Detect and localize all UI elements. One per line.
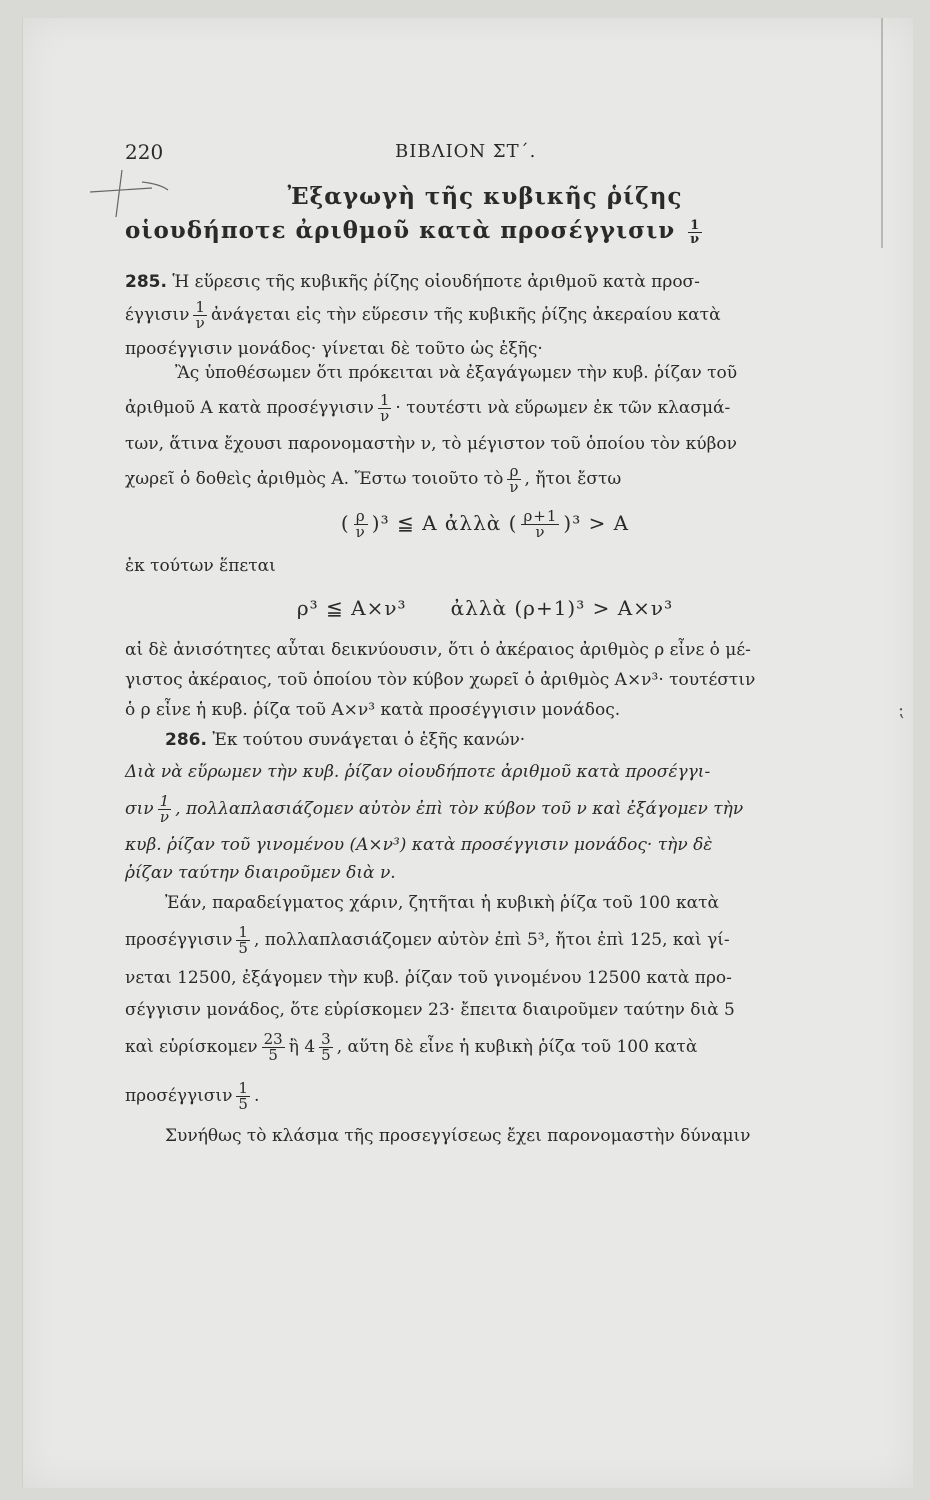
example-line-b [125,925,845,956]
text-285-1a: Ἡ εὕρεσις τῆς κυβικῆς ῥίζης οἱουδήποτε ἀριθμοῦ κατὰ προσ- [172,272,700,292]
title-fraction [688,219,702,246]
paren-close-2: ) [563,511,573,535]
ex-b-post: , πολλαπλασιάζομεν αὐτὸν ἐπὶ 5³, ἤτοι ἐπὶ 125, καὶ γί- [253,930,730,950]
fraction-285-2d [507,464,520,495]
rule-line-a: Διὰ νὰ εὕρωμεν τὴν κυβ. ῥίζαν οἱουδήποτε ἀριθμοῦ κατὰ προσέγγι- [125,762,711,782]
title-line-1: Ἐξαγωγὴ τῆς κυβικῆς ῥίζης [287,183,683,210]
margin-speck: ⁏ [898,700,905,721]
ineq1-fraction-2 [521,509,559,540]
example-line-f [125,1081,845,1112]
para-286-intro [125,728,845,752]
frac-den: ν [535,523,546,541]
paren-close: ) [371,511,381,535]
text-285-2d-pre: χωρεῖ ὁ δοθεὶς ἀριθμὸς Α. Ἔστω τοιοῦτο τὸ [125,469,504,489]
para-285-4a: αἱ δὲ ἀνισότητες αὗται δεικνύουσιν, ὅτι ὁ ἀκέραιος ἀριθμὸς ρ εἶνε ὁ μέ- [125,640,751,660]
title-line-2 [125,214,845,248]
frac-den: 5 [268,1046,278,1064]
rule-fraction [158,794,172,825]
ex-b-pre: προσέγγισιν [125,930,233,950]
title-frac-den: ν [690,231,701,247]
rule-line-b [125,794,845,825]
frac-den: 5 [321,1046,331,1064]
ex-e-pre: καὶ εὑρίσκομεν [125,1037,258,1057]
para-285-2a: Ἂς ὑποθέσωμεν ὅτι πρόκειται νὰ ἐξαγάγωμεν τὴν κυβ. ῥίζαν τοῦ [175,363,738,383]
frac-num: 3 [321,1030,331,1048]
ineq1-end: ³ > Α [572,511,630,535]
text-285-2b-post: · τουτέστι νὰ εὕρωμεν ἐκ τῶν κλασμά- [395,398,731,418]
frac-num: 1 [238,1079,248,1097]
section-title [125,180,845,248]
frac-num: 1 [195,298,205,316]
example-fraction-b [236,925,250,956]
ex-f-pre: προσέγγισιν [125,1086,233,1106]
title-line-2-text: οἱουδήποτε ἀριθμοῦ κατὰ προσέγγισιν [125,217,676,244]
rule-b-post: , πολλαπλασιάζομεν αὐτὸν ἐπὶ τὸν κύβον τοῦ ν καὶ ἐξάγομεν τὴν [175,799,744,819]
example-fraction-e1 [262,1032,285,1063]
page-header [125,140,845,170]
frac-den: ν [509,478,519,496]
paren-open-2: ( [508,511,518,535]
rule-line-d: ῥίζαν ταύτην διαιροῦμεν διὰ ν. [125,863,396,883]
frac-den: 5 [238,1095,248,1113]
para-285-2b [125,393,845,424]
para-285-4c: ὁ ρ εἶνε ἡ κυβ. ῥίζα τοῦ Α×ν³ κατὰ προσέγγισιν μονάδος. [125,700,621,720]
frac-den: ν [380,407,390,425]
ineq1-fraction-1 [354,509,368,540]
frac-den: ν [159,808,169,826]
running-title: ΒΙΒΛΙΟΝ ΣΤ΄. [395,141,537,162]
text-285-1b-post: ἀνάγεται εἰς τὴν εὕρεσιν τῆς κυβικῆς ῥίζης ἀκεραίου κατὰ [210,305,721,325]
para-285-4b: γιστος ἀκέραιος, τοῦ ὁποίου τὸν κύβον χωρεῖ ὁ ἀριθμὸς Α×ν³· τουτέστιν [125,670,756,690]
section-number-286: 286. [165,730,207,750]
example-line-a: Ἐάν, παραδείγματος χάριν, ζητῆται ἡ κυβικὴ ῥίζα τοῦ 100 κατὰ [165,893,719,913]
text-286-intro: Ἐκ τούτου συνάγεται ὁ ἑξῆς κανών· [212,730,526,750]
example-line-e [125,1032,845,1063]
para-285-line-a [125,270,845,294]
frac-num: ρ [507,464,520,480]
page-number: 220 [125,140,164,164]
frac-num: 1 [379,391,390,409]
frac-num: ρ+1 [523,507,558,525]
frac-num: 23 [263,1030,283,1048]
text-285-1b-pre: έγγισιν [125,305,190,325]
section-286 [125,728,845,1148]
para-285-2d [125,464,845,495]
rule-b-pre: σιν [125,799,154,819]
last-line: Συνήθως τὸ κλάσμα τῆς προσεγγίσεως ἔχει παρονομαστὴν δύναμιν [165,1126,751,1146]
section-number-285: 285. [125,272,167,292]
fraction-285-2b [378,393,392,424]
frac-den: ν [195,314,205,332]
para-285-3: ἐκ τούτων ἕπεται [125,556,276,576]
ineq1-middle: ³ ≦ Α ἀλλὰ [380,511,502,535]
example-fraction-e2 [319,1032,333,1063]
frac-num: ρ [354,509,368,525]
para-285-line-b [125,300,845,331]
frac-den: ν [355,523,366,541]
ex-f-post: . [253,1086,260,1106]
rule-line-c: κυβ. ῥίζαν τοῦ γινομένου (Α×ν³) κατὰ προσέγγισιν μονάδος· τὴν δὲ [125,835,713,855]
title-frac-num: 1 [690,217,701,233]
fraction-285-1b [193,300,207,331]
example-line-c: νεται 12500, ἐξάγομεν τὴν κυβ. ῥίζαν τοῦ γινομένου 12500 κατὰ προ- [125,968,732,988]
section-285 [125,270,845,722]
text-285-2b-pre: ἀριθμοῦ Α κατὰ προσέγγισιν [125,398,374,418]
frac-num: 1 [238,923,248,941]
inequality-2: ρ³ ≦ Α×ν³ ἀλλὰ (ρ+1)³ > Α×ν³ [296,596,674,620]
example-line-d: σέγγισιν μονάδος, ὅτε εὑρίσκομεν 23· ἔπειτα διαιροῦμεν ταύτην διὰ 5 [125,1000,735,1020]
frac-den: 5 [238,939,248,957]
para-285-line-c: προσέγγισιν μονάδος· γίνεται δὲ τοῦτο ὡς ἑξῆς· [125,339,543,359]
page-fold-line [881,18,883,248]
ex-e-mid: ἢ 4 [288,1037,316,1057]
ex-e-post: , αὕτη δὲ εἶνε ἡ κυβικὴ ῥίζα τοῦ 100 κατὰ [336,1037,698,1057]
example-fraction-f [236,1081,250,1112]
paren-open: ( [340,511,350,535]
inequality-1 [125,509,845,540]
para-285-2c: των, ἅτινα ἔχουσι παρονομαστὴν ν, τὸ μέγιστον τοῦ ὁποίου τὸν κύβον [125,434,737,454]
page-text [125,140,845,1148]
text-285-2d-post: , ἤτοι ἔστω [524,469,622,489]
frac-num: 1 [159,792,170,810]
